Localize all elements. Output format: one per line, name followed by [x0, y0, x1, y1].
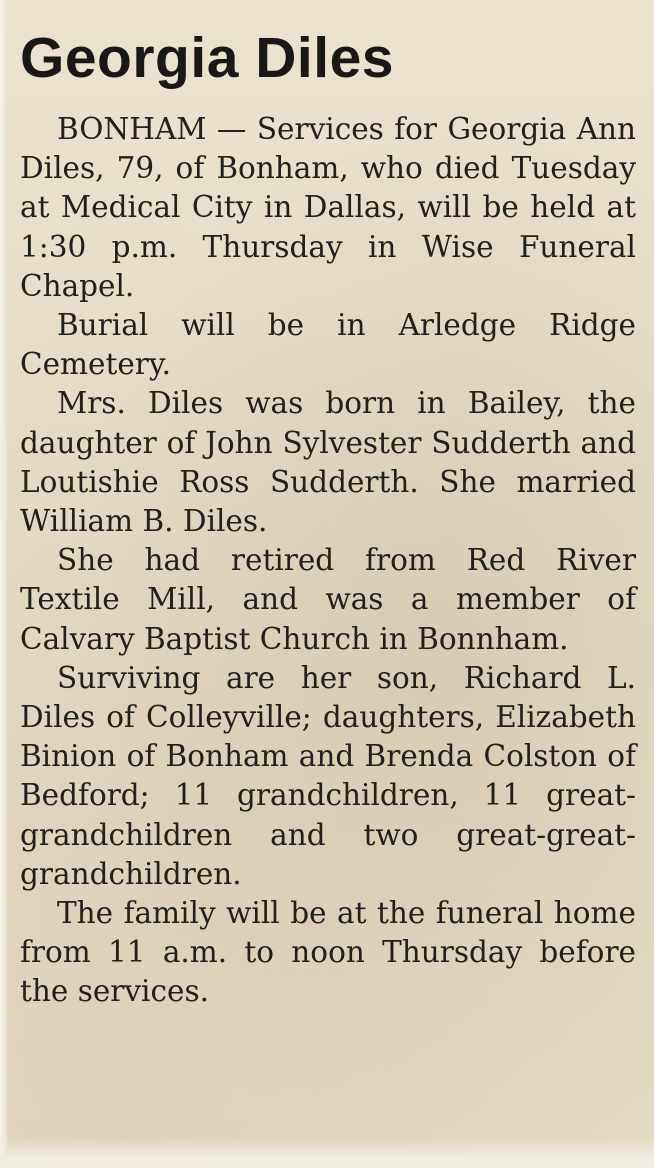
paragraph-visitation: The family will be at the funeral home from 11 a.m. to noon Thursday before the services. [20, 896, 636, 1009]
obituary-headline: Georgia Diles [20, 26, 394, 90]
paragraph-survivors: Surviving are her son, Richard L. Diles of Colleyville; daughters, Elizabeth Binion of Bonham and Brenda Colston of Bedford; 11 grandchildren, 11 great-grandchildren and two great-great-grandchildren. [20, 660, 636, 891]
paragraph-services: BONHAM — Services for Georgia Ann Diles, 79, of Bonham, who died Tuesday at Medical City in Dallas, will be held at 1:30 p.m. Thursday in Wise Funeral Chapel. [20, 112, 636, 303]
obituary-body [20, 110, 636, 1012]
paragraph-career: She had retired from Red River Textile Mill, and was a member of Calvary Baptist Church in Bonnham. [20, 543, 636, 656]
paper-edge-bottom [0, 1138, 654, 1168]
paper-edge-left [0, 0, 7, 1168]
paragraph-burial: Burial will be in Arledge Ridge Cemetery. [20, 308, 636, 382]
paragraph-biography: Mrs. Diles was born in Bailey, the daughter of John Sylvester Sudderth and Loutishie Ross Sudderth. She married William B. Diles. [20, 386, 636, 539]
